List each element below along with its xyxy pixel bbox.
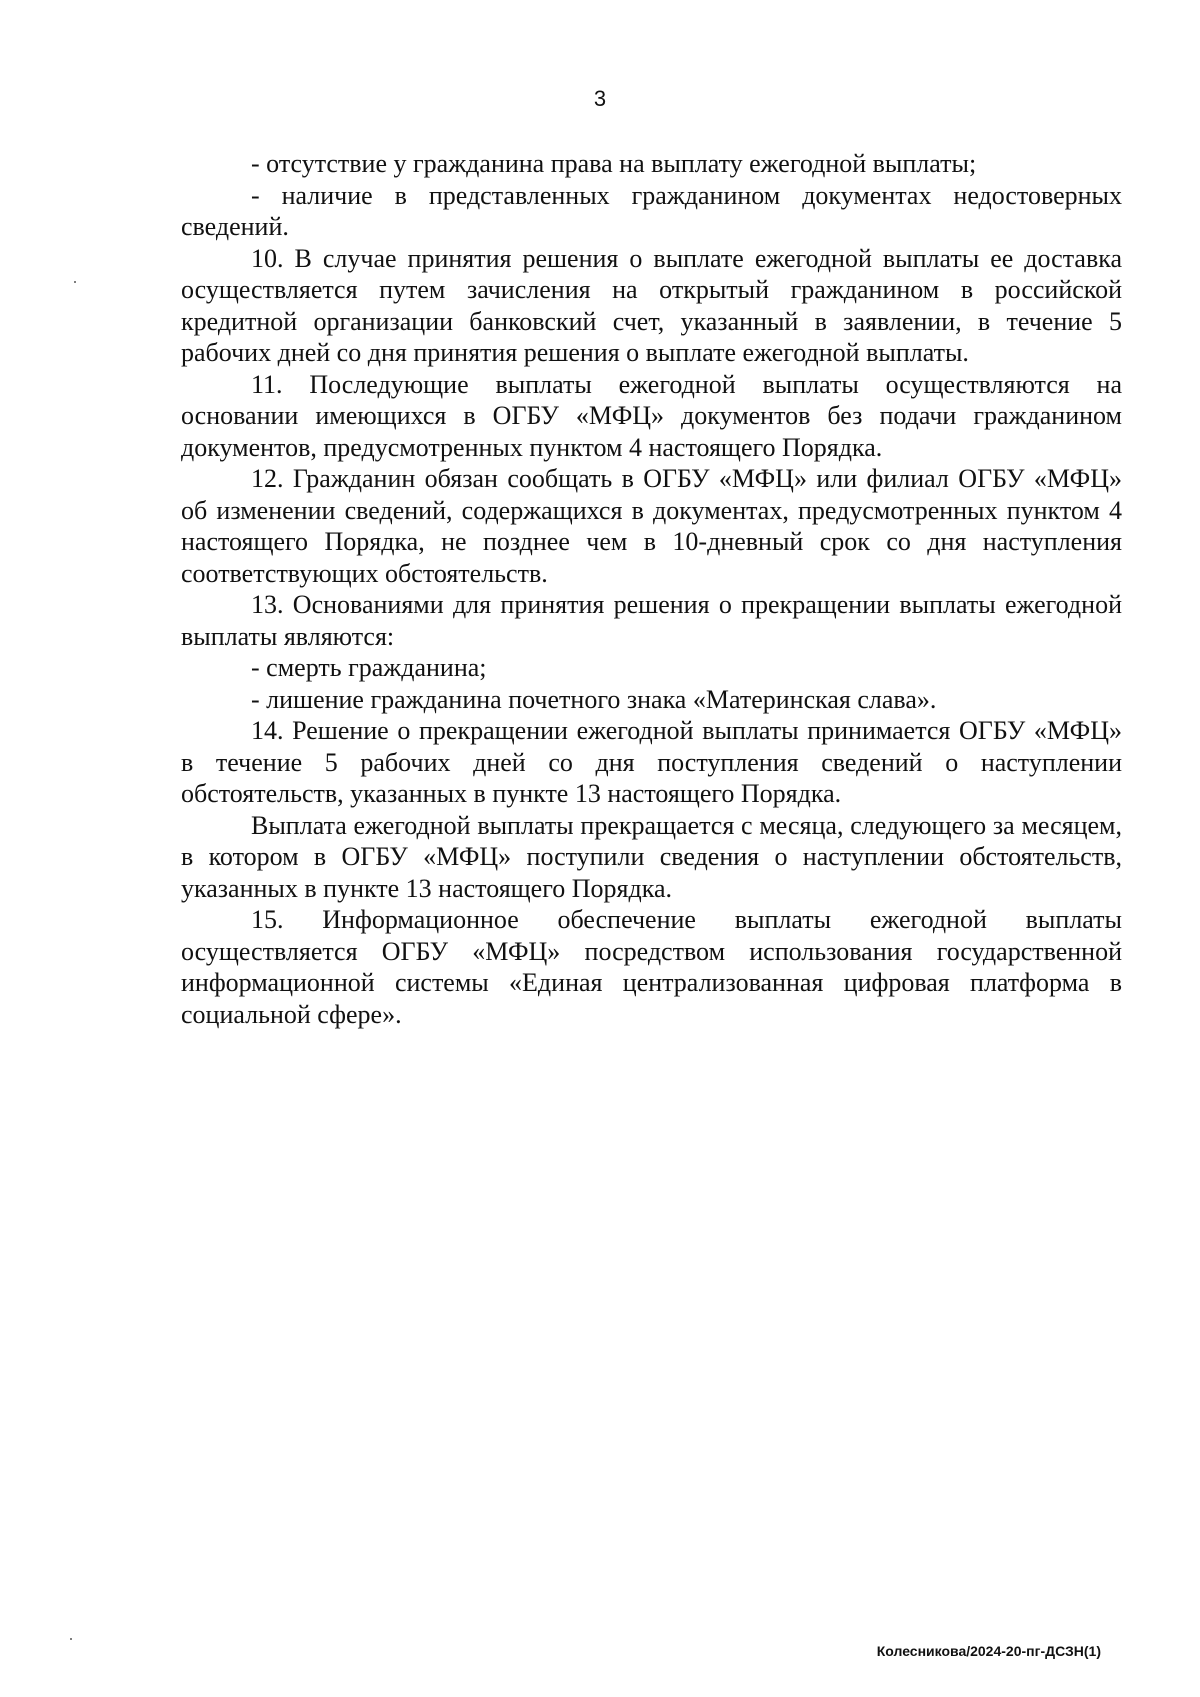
paragraph-item-14: 14. Решение о прекращении ежегодной выплаты принимается ОГБУ «МФЦ» в течение 5 рабочих дней со дня поступления сведений о наступлении обстоятельств, указанных в пункте 13 настоящего Порядка. — [181, 716, 1122, 808]
paragraph-item-13: 13. Основаниями для принятия решения о прекращении выплаты ежегодной выплаты являются: — [181, 590, 1122, 651]
paragraph-item-10: 10. В случае принятия решения о выплате ежегодной выплаты ее доставка осуществляется путем зачисления на открытый гражданином в российской кредитной организации банковский счет, указанный в заявлении, в течение 5 рабочих дней со дня принятия решения о выплате ежегодной выплаты. — [181, 243, 1122, 367]
paragraph-item-11: 11. Последующие выплаты ежегодной выплаты осуществляются на основании имеющихся в ОГБУ «МФЦ» документов без подачи гражданином документов, предусмотренных пунктом 4 настоящего Порядка. — [181, 369, 1122, 462]
page-number: 3 — [593, 86, 607, 111]
scan-speck — [70, 1638, 72, 1640]
paragraph-termination-month: Выплата ежегодной выплаты прекращается с месяца, следующего за месяцем, в котором в ОГБУ «МФЦ» поступили сведения о наступлении обстоятельств, указанных в пункте 13 настоящего Порядка. — [181, 810, 1122, 903]
paragraph-bullet-no-right: - отсутствие у гражданина права на выплату ежегодной выплаты; — [251, 149, 977, 178]
paragraph-item-15: 15. Информационное обеспечение выплаты ежегодной выплаты осуществляется ОГБУ «МФЦ» посредством использования государственной информационной системы «Единая централизованная цифровая платформа в социальной сфере». — [181, 905, 1122, 1029]
paragraph-bullet-deprivation: - лишение гражданина почетного знака «Материнская слава». — [251, 684, 937, 714]
document-body — [181, 148, 1122, 1030]
paragraph-bullet-unreliable-info: - наличие в представленных гражданином документах недостоверных сведений. — [181, 180, 1122, 241]
footer-document-code: Колесникова/2024-20-пг-ДСЗН(1) — [876, 1643, 1101, 1659]
paragraph-bullet-death: - смерть гражданина; — [251, 653, 487, 682]
paragraph-item-12: 12. Гражданин обязан сообщать в ОГБУ «МФЦ» или филиал ОГБУ «МФЦ» об изменении сведений, содержащихся в документах, предусмотренных пунктом 4 настоящего Порядка, не позднее чем в 10-дневный срок со дня наступления соответствующих обстоятельств. — [181, 464, 1122, 588]
scan-speck — [74, 281, 76, 283]
